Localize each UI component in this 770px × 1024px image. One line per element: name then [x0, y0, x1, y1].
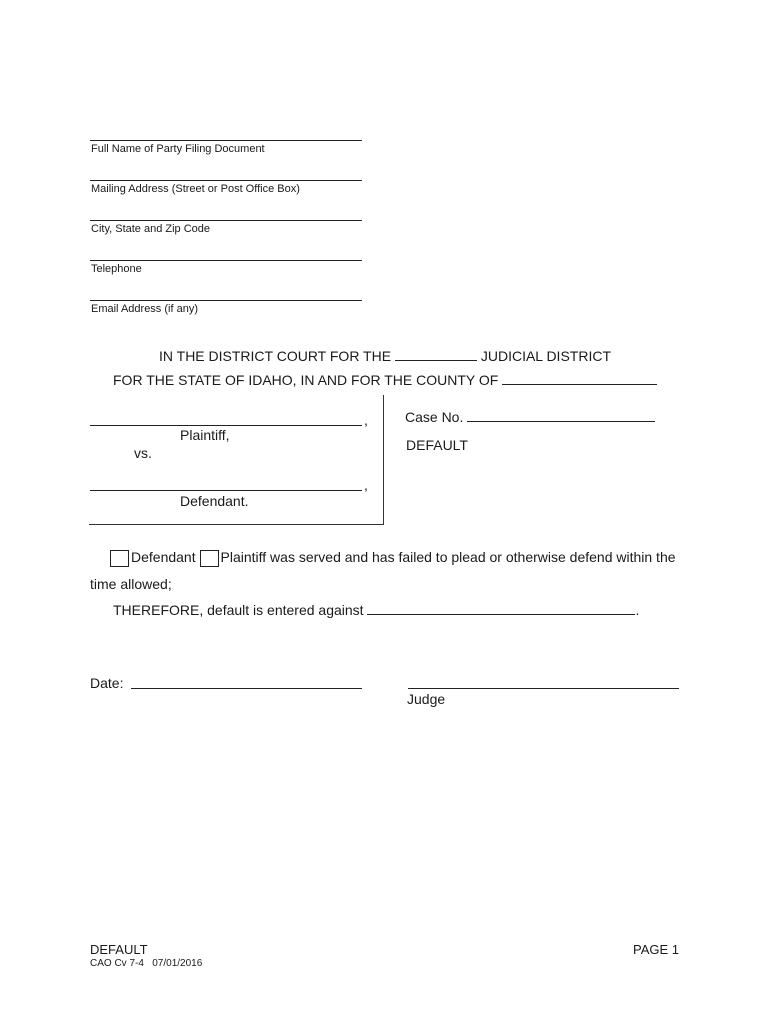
- court-heading-line1: [159, 346, 611, 364]
- time-allowed-text: time allowed;: [90, 576, 172, 592]
- judge-signature-line[interactable]: [408, 688, 679, 689]
- county-field[interactable]: [502, 370, 657, 385]
- county-heading-prefix: FOR THE STATE OF IDAHO, IN AND FOR THE COUNTY OF: [113, 372, 499, 388]
- judge-label: Judge: [407, 691, 446, 707]
- caption-divider-vertical: [383, 395, 384, 525]
- default-entered-statement: [113, 600, 639, 618]
- case-number-field[interactable]: [467, 407, 655, 422]
- defendant-comma: ,: [364, 477, 368, 493]
- defendant-checkbox[interactable]: [110, 550, 129, 567]
- court-heading-line2: [113, 370, 657, 388]
- plaintiff-comma: ,: [364, 412, 368, 428]
- city-state-zip-line[interactable]: [90, 220, 362, 221]
- full-name-line[interactable]: [90, 140, 362, 141]
- defendant-name-line[interactable]: [90, 490, 362, 491]
- defendant-label: Defendant.: [180, 493, 249, 509]
- plaintiff-name-line[interactable]: [90, 425, 362, 426]
- email-label: Email Address (if any): [91, 303, 198, 315]
- document-title: DEFAULT: [406, 437, 468, 453]
- court-heading-suffix: JUDICIAL DISTRICT: [480, 348, 611, 364]
- judicial-district-field[interactable]: [395, 346, 477, 361]
- therefore-text: THEREFORE, default is entered against: [113, 602, 364, 618]
- email-line[interactable]: [90, 300, 362, 301]
- full-name-label: Full Name of Party Filing Document: [91, 143, 265, 155]
- case-number-label: Case No.: [405, 409, 464, 425]
- mailing-address-line[interactable]: [90, 180, 362, 181]
- footer-title: DEFAULT: [90, 942, 148, 957]
- court-heading-prefix: IN THE DISTRICT COURT FOR THE: [159, 348, 392, 364]
- case-number: [405, 407, 655, 425]
- telephone-label: Telephone: [91, 263, 142, 275]
- date-label: Date:: [90, 675, 124, 691]
- footer-form-code: CAO Cv 7-4 07/01/2016: [90, 958, 203, 969]
- defendant-option-label: Defendant: [131, 549, 196, 565]
- caption-divider-horizontal: [89, 524, 384, 525]
- plaintiff-checkbox[interactable]: [200, 550, 219, 567]
- therefore-period: .: [635, 602, 640, 618]
- telephone-line[interactable]: [90, 260, 362, 261]
- default-against-field[interactable]: [367, 600, 635, 615]
- plaintiff-label: Plaintiff,: [180, 427, 230, 443]
- page-number: PAGE 1: [633, 942, 680, 957]
- plaintiff-option-label: Plaintiff was served and has failed to plead or otherwise defend within the: [220, 549, 676, 565]
- mailing-address-label: Mailing Address (Street or Post Office Box): [91, 183, 300, 195]
- city-state-zip-label: City, State and Zip Code: [91, 223, 211, 235]
- date-field[interactable]: [131, 688, 362, 689]
- served-statement: [110, 549, 676, 567]
- vs-label: vs.: [134, 445, 152, 461]
